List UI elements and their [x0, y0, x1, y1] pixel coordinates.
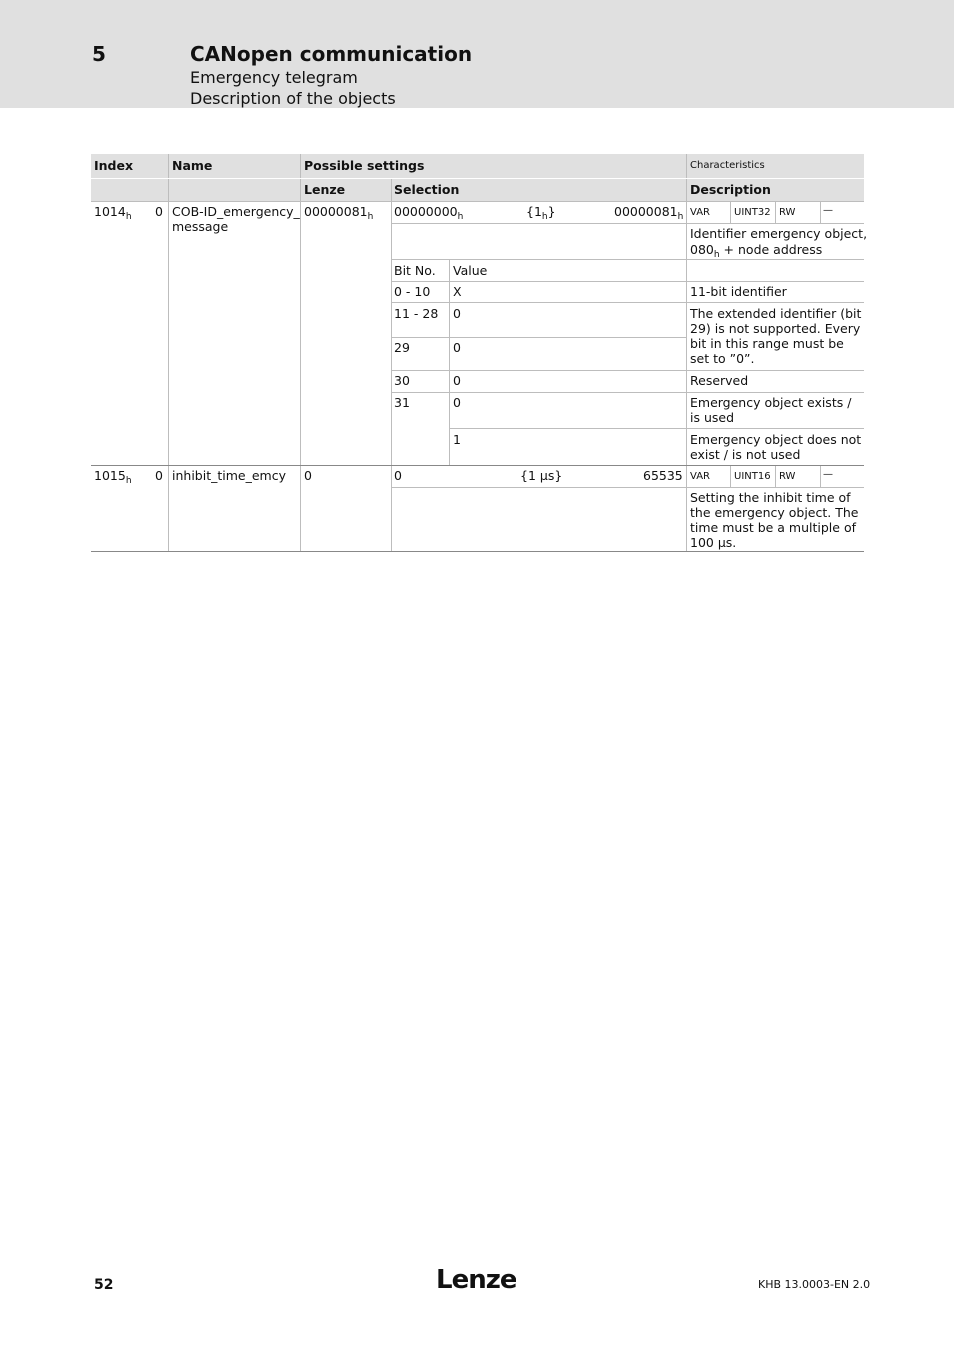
table-bottom-border: [91, 551, 864, 552]
bit-number: 30: [394, 373, 410, 388]
bit-value-header: Value: [453, 263, 488, 278]
col-divider: [820, 201, 821, 223]
page-header: [0, 0, 954, 108]
bit-description: Emergency object exists / is used: [690, 395, 852, 425]
col-divider: [449, 260, 450, 465]
section-title: Emergency telegram: [190, 68, 358, 87]
row1-selection-min: $00000000_h$: [394, 204, 464, 222]
col-divider: [300, 154, 301, 551]
row-divider: [91, 201, 864, 202]
bit-number: 11 - 28: [394, 306, 439, 321]
bit-value: 0: [453, 373, 461, 388]
col-lenze-header: Lenze: [304, 182, 346, 197]
row1-subindex: 0: [155, 204, 163, 219]
col-possible-settings-header: Possible settings: [304, 158, 425, 173]
bit-description: The extended identifier (bit 29) is not supported. Every bit in this range must be set to ”0”.: [690, 306, 862, 366]
row1-char-access: RW: [779, 207, 796, 218]
row-divider: [91, 465, 864, 466]
bit-number: 0 - 10: [394, 284, 431, 299]
row2-subindex: 0: [155, 468, 163, 483]
col-divider: [730, 465, 731, 487]
col-divider: [168, 154, 169, 551]
col-divider: [686, 154, 687, 551]
col-selection-header: Selection: [394, 182, 460, 197]
row1-name-line1: COB-ID_emergency_: [172, 204, 300, 219]
row-divider: [391, 337, 686, 338]
row1-description-line1: Identifier emergency object,: [690, 226, 868, 241]
row2-selection-min: 0: [394, 468, 402, 483]
row1-description-line2: $080_h$ + node address: [690, 242, 823, 260]
col-characteristics-header: Characteristics: [690, 160, 765, 171]
bit-value: 0: [453, 395, 461, 410]
row-divider: [391, 392, 864, 393]
col-divider: [820, 465, 821, 487]
col-divider: [391, 179, 392, 551]
row1-selection-max: $00000081_h$: [614, 204, 684, 222]
bit-number-header: Bit No.: [394, 263, 436, 278]
col-description-header: Description: [690, 182, 771, 197]
col-divider: [730, 201, 731, 223]
row1-char-datatype: UINT32: [734, 207, 771, 218]
bit-value: 0: [453, 340, 461, 355]
col-divider: [775, 201, 776, 223]
row-divider: [449, 428, 864, 429]
row2-char-access: RW: [779, 471, 796, 482]
bit-value: 1: [453, 432, 461, 447]
row-divider: [391, 370, 864, 371]
bit-number: 31: [394, 395, 410, 410]
page-number: 52: [94, 1277, 114, 1293]
row1-char-type: VAR: [690, 207, 710, 218]
row1-char-extra: —: [823, 205, 833, 216]
row2-description: Setting the inhibit time of the emergency object. The time must be a multiple of 100 μs.: [690, 490, 859, 550]
bit-description: Reserved: [690, 373, 749, 388]
row1-selection-step: $\{1_h\}$: [526, 204, 556, 222]
chapter-title: CANopen communication: [190, 42, 473, 66]
svg-text:Lenze: Lenze: [436, 1265, 516, 1293]
col-index-header: Index: [94, 158, 134, 173]
row-divider: [391, 487, 864, 488]
col-divider: [775, 465, 776, 487]
bit-number: 29: [394, 340, 410, 355]
row-divider: [391, 302, 864, 303]
row2-index: $1015_h$: [94, 468, 132, 486]
row2-selection-max: 65535: [643, 468, 683, 483]
bit-value: X: [453, 284, 462, 299]
lenze-logo: [436, 1263, 516, 1297]
row2-char-type: VAR: [690, 471, 710, 482]
chapter-number: 5: [92, 42, 106, 66]
subsection-title: Description of the objects: [190, 89, 396, 108]
row2-char-extra: —: [823, 469, 833, 480]
row2-char-datatype: UINT16: [734, 471, 771, 482]
row-divider: [391, 281, 864, 282]
row1-index: $1014_h$: [94, 204, 132, 222]
bit-description: Emergency object does not exist / is not used: [690, 432, 862, 462]
col-name-header: Name: [172, 158, 213, 173]
row2-lenze-value: 0: [304, 468, 312, 483]
row-divider: [91, 178, 864, 179]
row2-name: inhibit_time_emcy: [172, 468, 286, 483]
row1-name-line2: message: [172, 219, 229, 234]
bit-value: 0: [453, 306, 461, 321]
document-id: KHB 13.0003-EN 2.0: [758, 1278, 871, 1291]
bit-description: 11-bit identifier: [690, 284, 787, 299]
row1-lenze-value: $00000081_h$: [304, 204, 374, 222]
row2-selection-step: {1 μs}: [520, 468, 563, 483]
